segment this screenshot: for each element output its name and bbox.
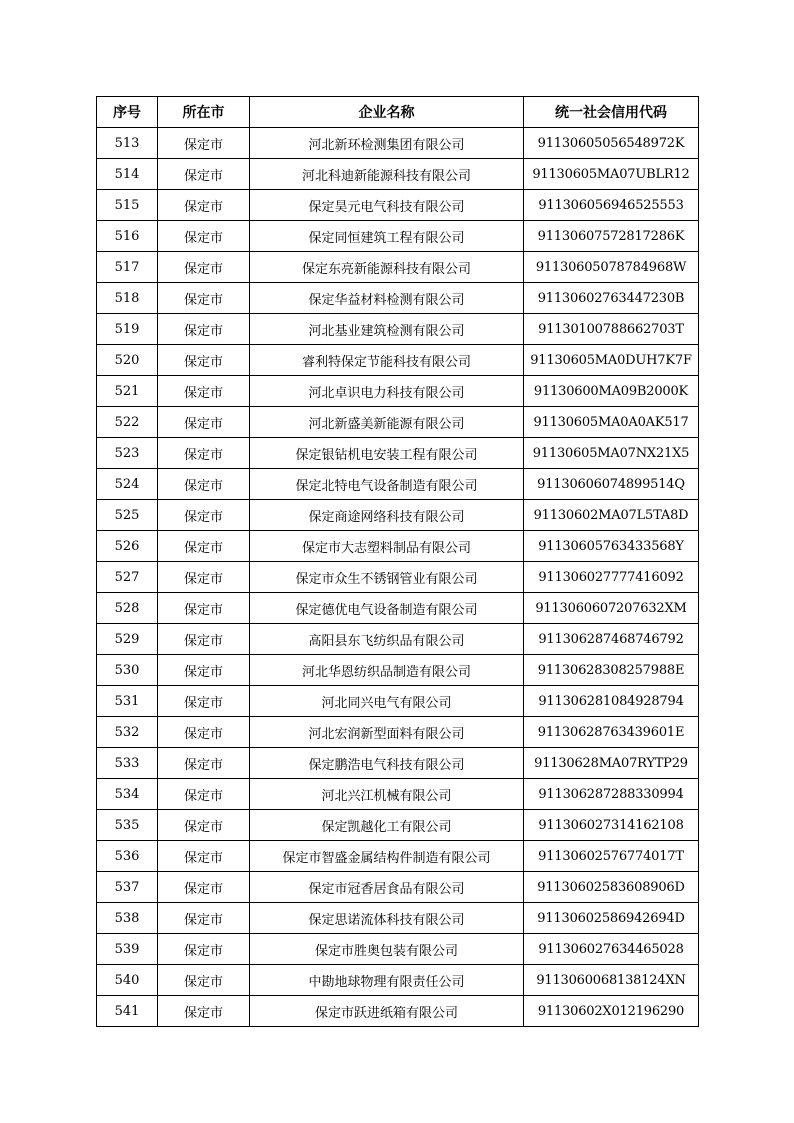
cell-credit-code: 9113060068138124XN	[524, 965, 699, 996]
cell-city: 保定市	[158, 500, 250, 531]
cell-company-name: 保定市冠香居食品有限公司	[250, 872, 524, 903]
cell-serial-number: 531	[97, 686, 158, 717]
table-row	[97, 531, 699, 562]
table-row	[97, 593, 699, 624]
cell-city: 保定市	[158, 717, 250, 748]
table-row	[97, 872, 699, 903]
cell-credit-code: 911306027777416092	[524, 562, 699, 593]
cell-credit-code: 91130606074899514Q	[524, 469, 699, 500]
cell-company-name: 保定凯越化工有限公司	[250, 810, 524, 841]
cell-city: 保定市	[158, 903, 250, 934]
table-row	[97, 748, 699, 779]
cell-credit-code: 91130605763433568Y	[524, 531, 699, 562]
cell-serial-number: 532	[97, 717, 158, 748]
cell-company-name: 高阳县东飞纺织品有限公司	[250, 624, 524, 655]
header-city: 所在市	[158, 97, 250, 128]
table-row	[97, 190, 699, 221]
cell-city: 保定市	[158, 159, 250, 190]
cell-city: 保定市	[158, 314, 250, 345]
table-row	[97, 903, 699, 934]
enterprise-table	[96, 96, 699, 1027]
header-company-name: 企业名称	[250, 97, 524, 128]
cell-serial-number: 521	[97, 376, 158, 407]
cell-company-name: 河北宏润新型面料有限公司	[250, 717, 524, 748]
cell-serial-number: 527	[97, 562, 158, 593]
cell-credit-code: 91130602586942694D	[524, 903, 699, 934]
table-row	[97, 717, 699, 748]
table-body	[97, 128, 699, 1027]
cell-serial-number: 515	[97, 190, 158, 221]
cell-city: 保定市	[158, 283, 250, 314]
cell-serial-number: 516	[97, 221, 158, 252]
table-row	[97, 500, 699, 531]
table-row	[97, 996, 699, 1027]
table-row	[97, 376, 699, 407]
cell-serial-number: 538	[97, 903, 158, 934]
cell-serial-number: 539	[97, 934, 158, 965]
cell-city: 保定市	[158, 810, 250, 841]
table-header-row	[97, 97, 699, 128]
cell-credit-code: 911306281084928794	[524, 686, 699, 717]
cell-company-name: 保定市众生不锈钢管业有限公司	[250, 562, 524, 593]
cell-city: 保定市	[158, 190, 250, 221]
cell-credit-code: 91130605MA07NX21X5	[524, 438, 699, 469]
cell-city: 保定市	[158, 965, 250, 996]
cell-serial-number: 525	[97, 500, 158, 531]
cell-company-name: 保定银钻机电安装工程有限公司	[250, 438, 524, 469]
cell-city: 保定市	[158, 872, 250, 903]
cell-serial-number: 536	[97, 841, 158, 872]
cell-credit-code: 91130605MA0A0AK517	[524, 407, 699, 438]
table-row	[97, 314, 699, 345]
cell-credit-code: 91130605078784968W	[524, 252, 699, 283]
table-row	[97, 283, 699, 314]
cell-city: 保定市	[158, 221, 250, 252]
table-row	[97, 934, 699, 965]
cell-credit-code: 91130628MA07RYTP29	[524, 748, 699, 779]
header-serial-number: 序号	[97, 97, 158, 128]
cell-credit-code: 911306287468746792	[524, 624, 699, 655]
cell-credit-code: 91130628763439601E	[524, 717, 699, 748]
cell-credit-code: 91130607572817286K	[524, 221, 699, 252]
cell-city: 保定市	[158, 593, 250, 624]
table-row	[97, 438, 699, 469]
cell-serial-number: 520	[97, 345, 158, 376]
cell-company-name: 保定商途网络科技有限公司	[250, 500, 524, 531]
cell-credit-code: 91130602576774017T	[524, 841, 699, 872]
table-row	[97, 407, 699, 438]
cell-credit-code: 911306027314162108	[524, 810, 699, 841]
cell-credit-code: 91130605056548972K	[524, 128, 699, 159]
table-row	[97, 128, 699, 159]
cell-serial-number: 537	[97, 872, 158, 903]
cell-serial-number: 541	[97, 996, 158, 1027]
cell-city: 保定市	[158, 779, 250, 810]
cell-company-name: 保定市胜奥包装有限公司	[250, 934, 524, 965]
cell-credit-code: 911306027634465028	[524, 934, 699, 965]
cell-serial-number: 528	[97, 593, 158, 624]
table-row	[97, 686, 699, 717]
table-row	[97, 779, 699, 810]
cell-city: 保定市	[158, 562, 250, 593]
cell-city: 保定市	[158, 934, 250, 965]
table-row	[97, 841, 699, 872]
cell-serial-number: 526	[97, 531, 158, 562]
cell-credit-code: 91130605MA0DUH7K7F	[524, 345, 699, 376]
cell-city: 保定市	[158, 531, 250, 562]
cell-company-name: 保定鹏浩电气科技有限公司	[250, 748, 524, 779]
cell-company-name: 河北基业建筑检测有限公司	[250, 314, 524, 345]
cell-company-name: 中勘地球物理有限责任公司	[250, 965, 524, 996]
cell-company-name: 保定同恒建筑工程有限公司	[250, 221, 524, 252]
cell-credit-code: 91130602X012196290	[524, 996, 699, 1027]
cell-company-name: 保定市大志塑料制品有限公司	[250, 531, 524, 562]
cell-serial-number: 524	[97, 469, 158, 500]
cell-city: 保定市	[158, 686, 250, 717]
cell-credit-code: 91130602MA07L5TA8D	[524, 500, 699, 531]
cell-company-name: 保定昊元电气科技有限公司	[250, 190, 524, 221]
cell-company-name: 保定市智盛金属结构件制造有限公司	[250, 841, 524, 872]
table-row	[97, 655, 699, 686]
cell-credit-code: 91130605MA07UBLR12	[524, 159, 699, 190]
cell-company-name: 保定北特电气设备制造有限公司	[250, 469, 524, 500]
cell-company-name: 保定华益材料检测有限公司	[250, 283, 524, 314]
cell-company-name: 河北卓识电力科技有限公司	[250, 376, 524, 407]
cell-credit-code: 91130100788662703T	[524, 314, 699, 345]
cell-credit-code: 91130628308257988E	[524, 655, 699, 686]
cell-serial-number: 530	[97, 655, 158, 686]
cell-city: 保定市	[158, 252, 250, 283]
cell-serial-number: 534	[97, 779, 158, 810]
cell-credit-code: 91130602583608906D	[524, 872, 699, 903]
cell-company-name: 河北同兴电气有限公司	[250, 686, 524, 717]
cell-serial-number: 522	[97, 407, 158, 438]
table-row	[97, 469, 699, 500]
table-row	[97, 159, 699, 190]
cell-company-name: 睿利特保定节能科技有限公司	[250, 345, 524, 376]
cell-serial-number: 523	[97, 438, 158, 469]
cell-credit-code: 911306056946525553	[524, 190, 699, 221]
cell-serial-number: 519	[97, 314, 158, 345]
cell-city: 保定市	[158, 469, 250, 500]
cell-city: 保定市	[158, 996, 250, 1027]
table-row	[97, 965, 699, 996]
cell-city: 保定市	[158, 624, 250, 655]
cell-company-name: 河北华恩纺织品制造有限公司	[250, 655, 524, 686]
cell-serial-number: 529	[97, 624, 158, 655]
table-row	[97, 810, 699, 841]
cell-company-name: 保定东亮新能源科技有限公司	[250, 252, 524, 283]
cell-serial-number: 514	[97, 159, 158, 190]
cell-credit-code: 91130602763447230B	[524, 283, 699, 314]
cell-serial-number: 535	[97, 810, 158, 841]
cell-company-name: 河北科迪新能源科技有限公司	[250, 159, 524, 190]
cell-credit-code: 9113060607207632XM	[524, 593, 699, 624]
cell-company-name: 河北新环检测集团有限公司	[250, 128, 524, 159]
table-row	[97, 252, 699, 283]
cell-credit-code: 91130600MA09B2000K	[524, 376, 699, 407]
cell-company-name: 保定市跃进纸箱有限公司	[250, 996, 524, 1027]
cell-city: 保定市	[158, 128, 250, 159]
cell-company-name: 河北新盛美新能源有限公司	[250, 407, 524, 438]
table-row	[97, 221, 699, 252]
cell-city: 保定市	[158, 438, 250, 469]
cell-city: 保定市	[158, 407, 250, 438]
cell-company-name: 保定思诺流体科技有限公司	[250, 903, 524, 934]
cell-credit-code: 911306287288330994	[524, 779, 699, 810]
cell-serial-number: 518	[97, 283, 158, 314]
cell-city: 保定市	[158, 376, 250, 407]
header-credit-code: 统一社会信用代码	[524, 97, 699, 128]
cell-city: 保定市	[158, 655, 250, 686]
cell-city: 保定市	[158, 345, 250, 376]
cell-city: 保定市	[158, 841, 250, 872]
cell-serial-number: 540	[97, 965, 158, 996]
cell-company-name: 河北兴江机械有限公司	[250, 779, 524, 810]
cell-serial-number: 513	[97, 128, 158, 159]
table-row	[97, 562, 699, 593]
cell-city: 保定市	[158, 748, 250, 779]
table-row	[97, 624, 699, 655]
cell-company-name: 保定德优电气设备制造有限公司	[250, 593, 524, 624]
table-row	[97, 345, 699, 376]
cell-serial-number: 533	[97, 748, 158, 779]
cell-serial-number: 517	[97, 252, 158, 283]
